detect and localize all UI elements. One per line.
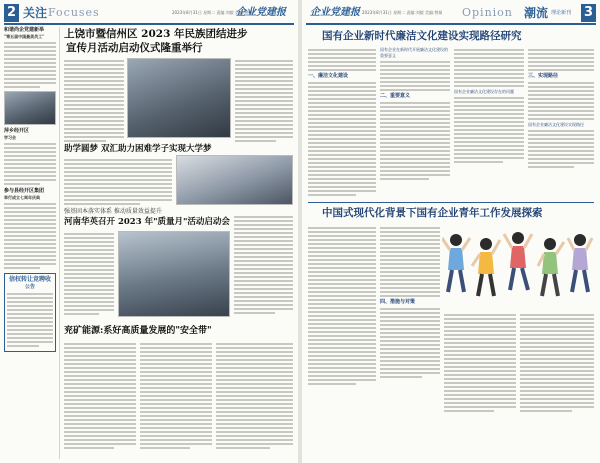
- sidebar-headline: 和谐尚企党建新举: [4, 27, 45, 33]
- subsection-heading: 二、重要意义: [380, 93, 411, 99]
- page-number: 2: [4, 4, 19, 22]
- sidebar-photo: [4, 91, 56, 125]
- headline-safety-belt: 兖矿能源:系好高质量发展的"安全带": [64, 326, 212, 336]
- subsection-summary: 国有企业廉洁文化建设存在的问题: [454, 89, 514, 94]
- students-group-photo: [176, 155, 293, 205]
- sidebar-text: [4, 42, 56, 88]
- story-text: [216, 341, 293, 451]
- masthead: 企业党建报: [236, 7, 286, 18]
- right-page: [302, 0, 600, 463]
- masthead: 企业党建报: [310, 7, 360, 18]
- youth-illustration: [442, 226, 594, 306]
- notice-subtitle: 公告: [24, 284, 35, 290]
- article-column: [454, 47, 524, 165]
- story-text: [234, 214, 293, 316]
- sidebar-subhead: 举行成立七周年庆典: [4, 195, 40, 200]
- left-page-header: [4, 4, 294, 22]
- article-column: [380, 47, 450, 182]
- headline-scholarship: 助学圆梦 双汇助力困难学子实现大学梦: [64, 144, 212, 154]
- headline-youth-work: 中国式现代化背景下国有企业青年工作发展探索: [322, 207, 543, 219]
- right-page-header: [306, 4, 596, 22]
- issue-date: 2023年8月31日 星期二 责编:刘毅 美编:曾娟: [362, 10, 443, 15]
- section-subtitle: 理论新刊: [551, 10, 572, 16]
- header-rule: [306, 23, 596, 25]
- notice-title: 信权转让竞聘收: [8, 276, 51, 283]
- youth-figure-4: [538, 238, 564, 296]
- meeting-photo: [118, 231, 230, 317]
- sidebar-headline: 萍乡经开区: [4, 128, 30, 134]
- subsection-summary: 国有企业廉洁文化建设实现路径: [528, 122, 584, 127]
- issue-date: 2023年8月31日 星期二 责编:刘毅 美编:曾娟: [172, 10, 253, 15]
- ceremony-photo: [127, 58, 231, 138]
- headline-ethnic-unity: 上饶市暨信州区 2023 年民族团结进步: [64, 28, 248, 40]
- notice-text: [7, 293, 53, 347]
- headline-ethnic-unity-line2: 宣传月活动启动仪式隆重举行: [66, 42, 203, 54]
- sidebar-subhead: 学习会: [4, 135, 16, 140]
- story-text: [140, 341, 212, 451]
- left-page: [0, 0, 298, 463]
- story-text: [64, 231, 114, 317]
- section-title-en: Opinion: [462, 6, 513, 19]
- story-text: [64, 157, 172, 207]
- notice-box: [4, 273, 56, 352]
- section-title: 关注: [23, 6, 48, 20]
- section-divider: [308, 202, 594, 203]
- headline-quality-month: 河南华英召开 2023 年"质量月"活动启动会: [64, 217, 230, 227]
- kicker-quality: 强基固本落实体系 推动质量效益提升: [64, 208, 162, 215]
- story-text: [235, 58, 293, 144]
- article-column: [444, 312, 516, 414]
- youth-figure-5: [568, 234, 592, 292]
- page-number: 3: [581, 4, 596, 22]
- article-column: [308, 47, 376, 198]
- article-column: [520, 312, 594, 414]
- sidebar-subhead: "第五届中国最美员工": [4, 34, 45, 39]
- story-text: [64, 58, 124, 144]
- subsection-heading: 三、实现路径: [528, 73, 559, 79]
- sidebar-text: [4, 203, 56, 269]
- headline-integrity-culture: 国有企业新时代廉洁文化建设实现路径研究: [322, 30, 522, 42]
- left-sidebar: [4, 27, 60, 459]
- section-title: 潮流: [524, 6, 549, 20]
- subsection-heading: 四、措施与对策: [380, 299, 416, 305]
- article-column: [308, 225, 376, 387]
- sidebar-text: [4, 143, 56, 185]
- header-rule: [4, 23, 294, 25]
- article-column: [380, 225, 440, 380]
- sidebar-headline: 参与县经开区集团: [4, 188, 45, 194]
- article-column: [528, 47, 594, 170]
- youth-figure-3: [504, 232, 532, 290]
- youth-figure-2: [472, 238, 500, 296]
- subsection-summary: 国有企业在新时代开展廉洁文化建设的重要意义: [380, 47, 448, 58]
- section-title-en: Focuses: [48, 6, 100, 19]
- youth-figure-1: [442, 234, 470, 292]
- subsection-heading: 一、廉洁文化建设: [308, 73, 349, 79]
- story-text: [64, 341, 136, 451]
